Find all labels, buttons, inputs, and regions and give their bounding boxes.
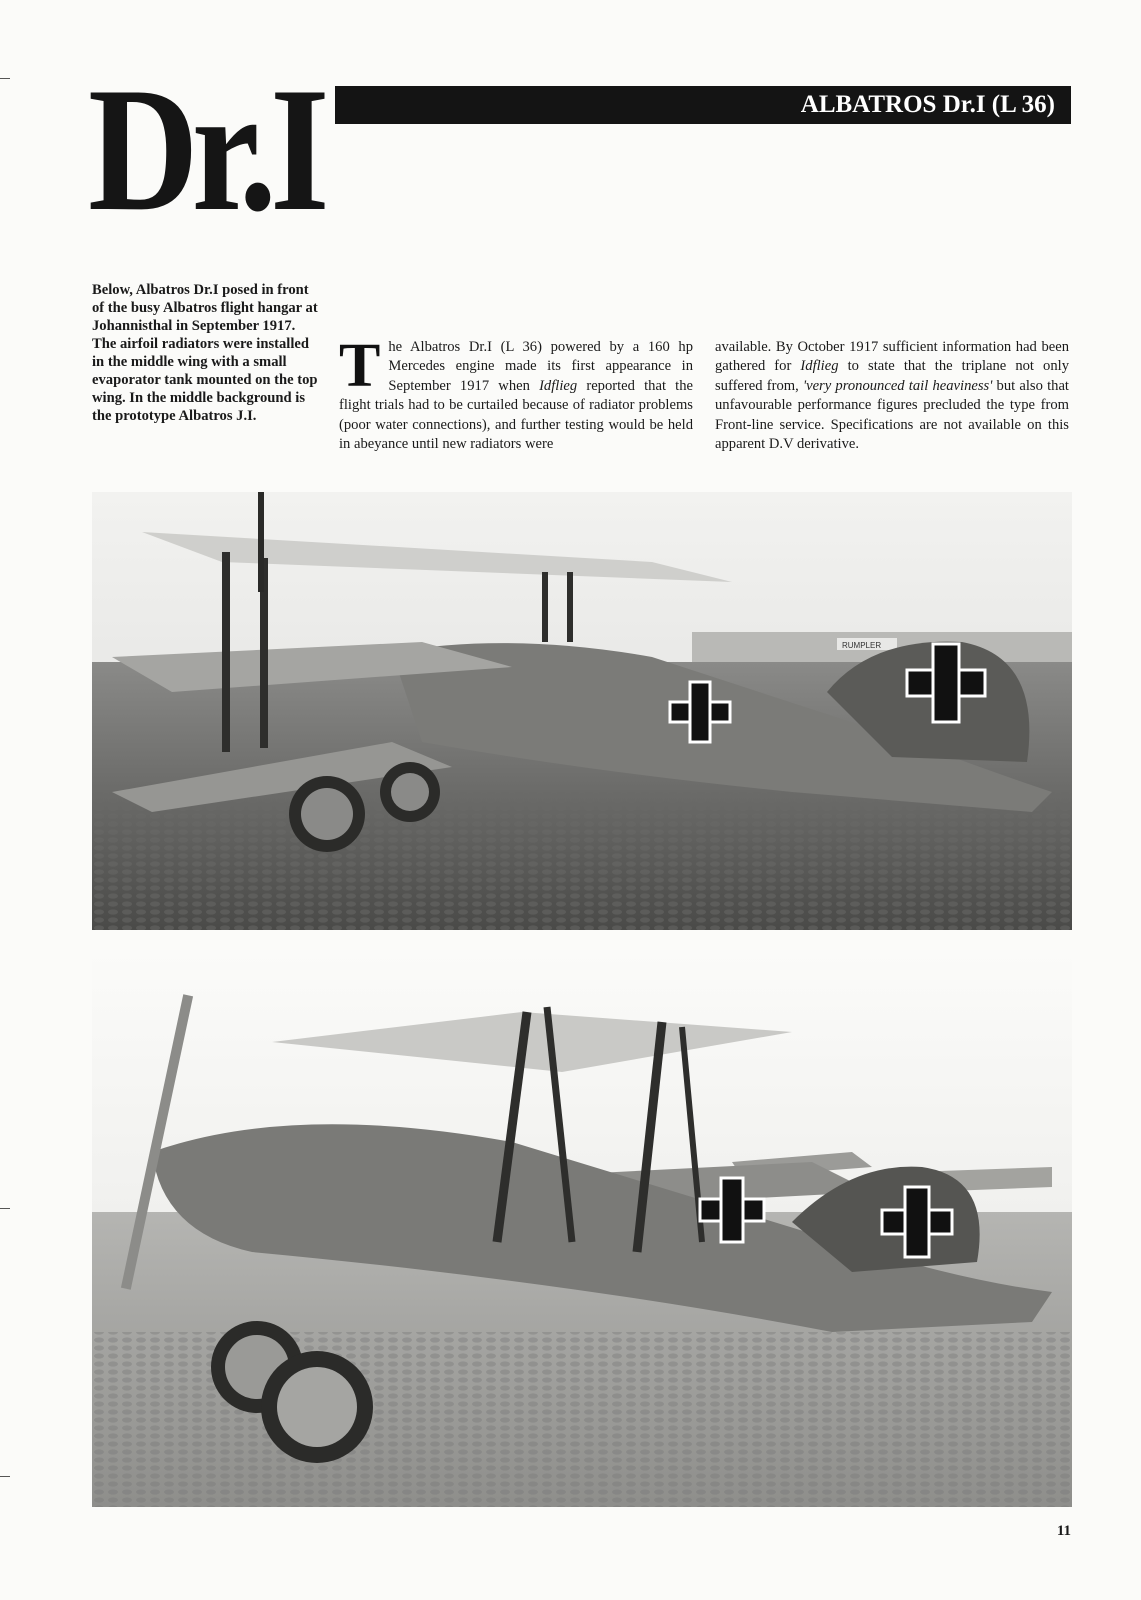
body-text: to state that the triplane not only suffered from,: [715, 358, 1069, 394]
title-bar-text: ALBATROS Dr.I (L 36): [800, 91, 1055, 118]
photo-caption: Below, Albatros Dr.I posed in front of the busy Albatros flight hangar at Johannisthal in September 1917. The airfoil radiators were installed in the middle wing with a small evaporator tank mounted on the top wing. In the middle background is the prototype Albatros J.I.: [92, 282, 318, 424]
margin-mark: [0, 1476, 10, 1477]
photo-triplane-side-view: [92, 492, 1072, 930]
hangar-sign: RUMPLER: [842, 641, 882, 650]
body-italic: Idflieg: [800, 358, 839, 375]
photo-triplane-front-view: [92, 952, 1072, 1507]
body-text: available. By October 1917 sufficient information had been gathered for: [715, 339, 1069, 375]
page-number: 11: [1056, 1523, 1071, 1539]
drop-cap: T: [339, 332, 381, 400]
margin-mark: [0, 1208, 10, 1209]
chapter-title: Dr.I: [88, 50, 323, 248]
body-column-1: [339, 332, 693, 454]
body-text: reported that the flight trials had to be curtailed because of radiator problems (poor water connections), and further testing would be held in abeyance until new radiators were: [339, 377, 693, 453]
body-italic: Idflieg: [539, 377, 578, 394]
photo-1-image: [92, 492, 1072, 930]
photo-2-image: [92, 952, 1072, 1507]
title-bar: [335, 86, 1071, 124]
body-text: but also that unfavourable performance figures precluded the type from Front-line service. Specifications are not available on this apparent D.V derivative.: [715, 377, 1069, 453]
body-quote: 'very pronounced tail heaviness': [802, 377, 993, 394]
margin-mark: [0, 78, 10, 79]
body-text: he Albatros Dr.I (L 36) powered by a 160 hp Mercedes engine made its first appearance in September 1917 when: [388, 339, 693, 394]
body-column-2: [715, 338, 1069, 454]
